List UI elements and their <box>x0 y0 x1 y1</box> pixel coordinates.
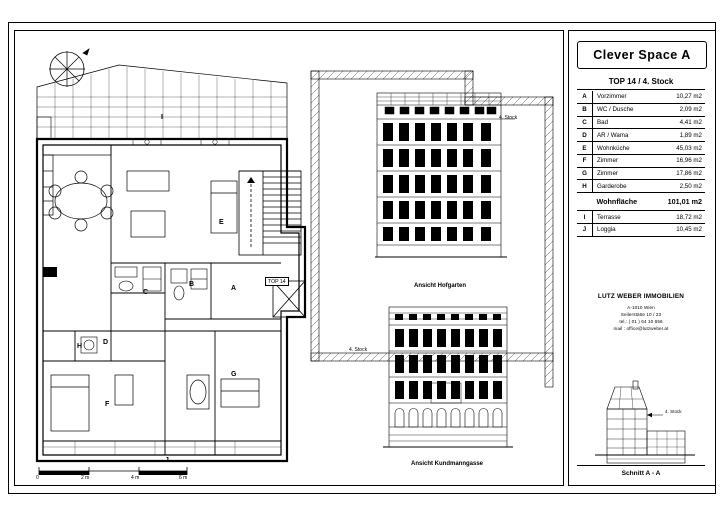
floorplan-frame <box>14 30 564 486</box>
table-row-total <box>577 193 705 211</box>
company-address: A-1010 Wien <box>627 305 655 310</box>
room-label-H: H <box>77 343 83 350</box>
room-area: 17,86 m2 <box>653 167 705 180</box>
room-key: H <box>577 180 593 193</box>
room-area: 4,41 m2 <box>653 116 705 129</box>
company-name: LUTZ WEBER IMMOBILIEN <box>597 293 685 300</box>
section-caption: Schnitt A - A <box>577 465 705 477</box>
table-row <box>577 154 705 167</box>
room-label-D: D <box>103 339 109 346</box>
table-row <box>577 91 705 103</box>
company-street: Seilerstätte 10 / 23 <box>620 312 662 317</box>
table-row <box>577 180 705 193</box>
room-label-B: B <box>189 281 195 288</box>
room-label-F: F <box>105 401 110 408</box>
room-label-E: E <box>219 219 224 226</box>
scale-tick-4: 4 m <box>131 475 140 481</box>
table-row <box>577 224 705 237</box>
room-key: E <box>577 142 593 155</box>
room-area: 10,27 m2 <box>653 91 705 103</box>
room-label-A: A <box>231 285 237 292</box>
room-name: Loggia <box>593 224 654 237</box>
room-area: 18,72 m2 <box>653 211 705 224</box>
elevation-hofgarten <box>375 89 518 279</box>
room-area: 2,50 m2 <box>653 180 705 193</box>
room-name: Wohnküche <box>593 142 654 155</box>
company-mail: mail : office@lutzweber.at <box>613 326 669 331</box>
total-spacer <box>577 193 593 211</box>
table-row <box>577 211 705 224</box>
company-block <box>577 293 705 332</box>
elevation-kundmanngasse-caption: Ansicht Kundmanngasse <box>410 461 483 467</box>
room-name: Terrasse <box>593 211 654 224</box>
room-area: 45,03 m2 <box>653 142 705 155</box>
room-label-G: G <box>231 371 237 378</box>
table-row <box>577 167 705 180</box>
table-row <box>577 142 705 155</box>
total-value: 101,01 m2 <box>653 193 705 211</box>
section-drawing <box>577 379 705 475</box>
room-key: A <box>577 91 593 103</box>
table-row <box>577 103 705 116</box>
room-area: 2,09 m2 <box>653 103 705 116</box>
company-phone: tel.: ( 01 ) 64 10 656 <box>619 319 663 324</box>
room-key: J <box>577 224 593 237</box>
elevation-kundmanngasse-floor-label: 4. Stock <box>349 347 368 353</box>
room-area: 10,45 m2 <box>653 224 705 237</box>
room-name: Zimmer <box>593 167 654 180</box>
room-name: Bad <box>593 116 654 129</box>
room-area: 16,96 m2 <box>653 154 705 167</box>
room-area: 1,89 m2 <box>653 129 705 142</box>
scale-tick-6: 6 m <box>179 475 188 481</box>
room-key: F <box>577 154 593 167</box>
room-key: G <box>577 167 593 180</box>
room-name: WC / Dusche <box>593 103 654 116</box>
table-row <box>577 129 705 142</box>
title-block <box>568 30 716 486</box>
room-name: Vorzimmer <box>593 91 654 103</box>
brand-logo <box>577 41 707 69</box>
total-label: Wohnfläche <box>593 193 654 211</box>
room-key: B <box>577 103 593 116</box>
section-floor-label: 4. Stock <box>665 409 682 414</box>
unit-tag: TOP 14 <box>265 277 289 286</box>
table-row <box>577 116 705 129</box>
elevation-kundmanngasse <box>375 303 515 463</box>
room-name: AR / Wama <box>593 129 654 142</box>
elevation-hofgarten-floor-label: 4. Stock <box>499 115 518 121</box>
room-schedule-table <box>577 91 705 237</box>
unit-title: TOP 14 / 4. Stock <box>577 77 705 90</box>
room-label-J: J <box>165 457 169 464</box>
room-label-I: I <box>161 114 163 121</box>
room-key: C <box>577 116 593 129</box>
brand-name: Clever Space A <box>593 48 691 62</box>
room-label-C: C <box>143 289 149 296</box>
north-arrow-icon <box>49 49 89 87</box>
scale-tick-2: 2 m <box>81 475 90 481</box>
room-key: I <box>577 211 593 224</box>
scale-tick-0: 0 <box>36 475 39 481</box>
room-name: Garderobe <box>593 180 654 193</box>
room-key: D <box>577 129 593 142</box>
elevation-hofgarten-caption: Ansicht Hofgarten <box>413 283 466 289</box>
room-name: Zimmer <box>593 154 654 167</box>
